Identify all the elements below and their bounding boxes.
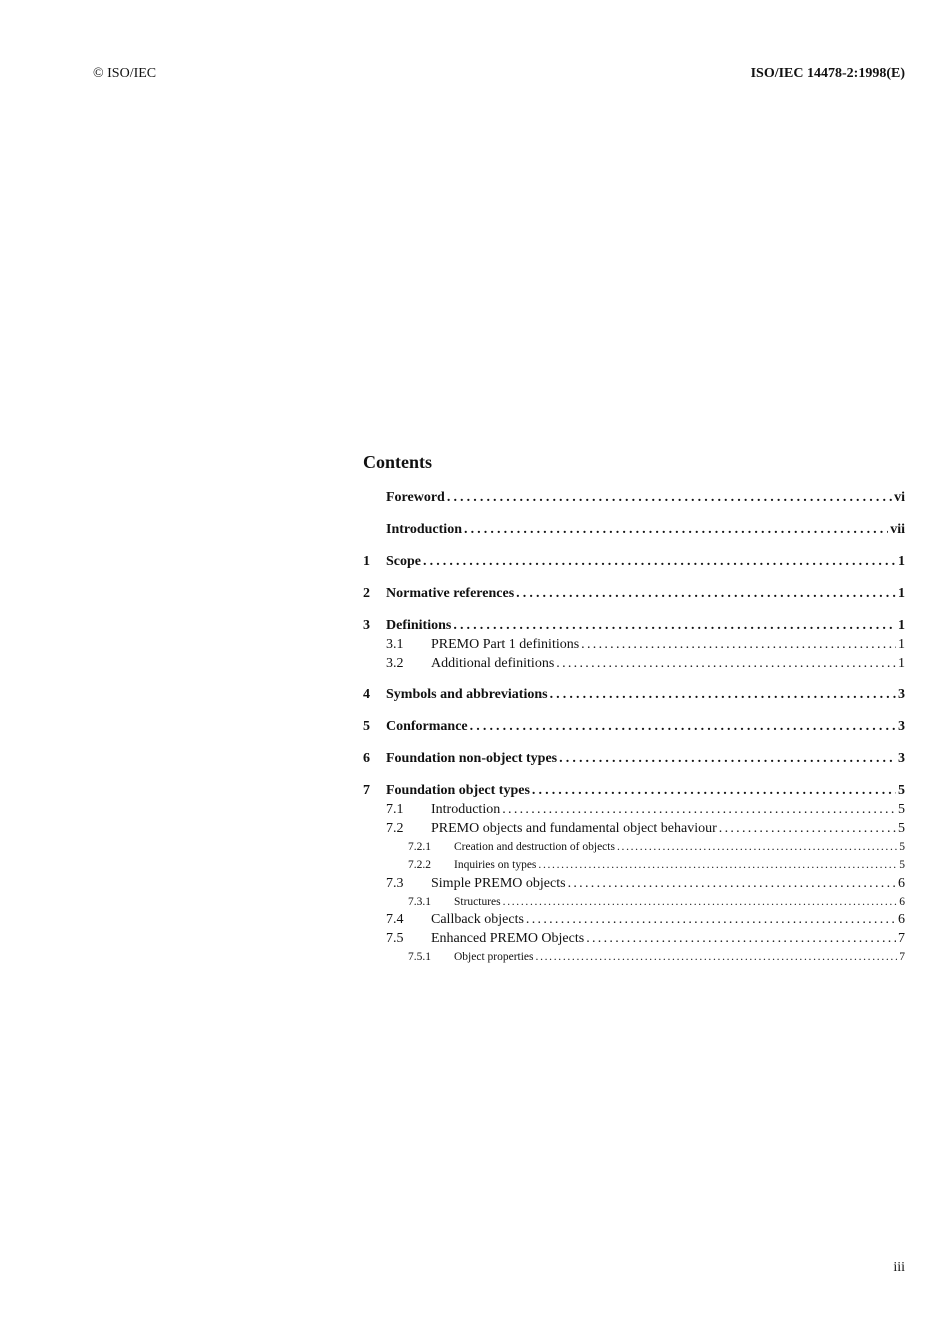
toc-dot-leader — [559, 749, 896, 769]
toc-entry-number: 7.4 — [386, 912, 404, 927]
toc-entry-title: Definitions — [386, 618, 452, 633]
toc-entry-page: 1 — [898, 554, 905, 569]
toc-entry-page: 5 — [898, 783, 905, 798]
toc-dot-leader — [423, 552, 896, 572]
toc-entry-simple-premo-objects[interactable] — [363, 874, 905, 893]
toc-entry-object-properties[interactable] — [363, 948, 905, 966]
toc-entry-title: PREMO objects and fundamental object behaviour — [431, 821, 717, 836]
toc-entry-title: Symbols and abbreviations — [386, 687, 548, 702]
toc-entry-enhanced-premo-objects[interactable] — [363, 929, 905, 948]
toc-entry-title: Additional definitions — [431, 656, 555, 671]
toc-entry-structures[interactable] — [363, 893, 905, 911]
toc-entry-page: 5 — [899, 841, 905, 853]
toc-entry-page: 5 — [898, 802, 905, 817]
toc-entry-page: 7 — [898, 931, 905, 946]
toc-entry-number: 7 — [363, 783, 370, 798]
toc-entry-page: 3 — [898, 719, 905, 734]
toc-entry-title: Enhanced PREMO Objects — [431, 931, 585, 946]
toc-entry-inquiries-on-types[interactable] — [363, 856, 905, 874]
toc-entry-page: 6 — [898, 912, 905, 927]
toc-entry-number: 2 — [363, 586, 370, 601]
toc-entry-title: Conformance — [386, 719, 468, 734]
toc-entry-number: 7.1 — [386, 802, 404, 817]
toc-entry-number: 3.2 — [386, 656, 404, 671]
toc-dot-leader — [536, 948, 898, 966]
toc-entry-page: 7 — [899, 951, 905, 963]
toc-dot-leader — [447, 488, 892, 508]
toc-entry-page: 3 — [898, 751, 905, 766]
toc-entry-page: 6 — [899, 896, 905, 908]
toc-entry-page: vi — [894, 490, 905, 505]
toc-entry-number: 5 — [363, 719, 370, 734]
toc-entry-page: 1 — [898, 586, 905, 601]
toc-entry-title: Foreword — [386, 490, 445, 505]
toc-entry-creation-destruction[interactable] — [363, 838, 905, 856]
toc-dot-leader — [464, 520, 888, 540]
toc-entry-title: Inquiries on types — [454, 859, 537, 871]
toc-dot-leader — [532, 781, 896, 801]
toc-entry-number: 3.1 — [386, 637, 404, 652]
toc-entry-title: Callback objects — [431, 912, 524, 927]
header-document-id: ISO/IEC 14478-2:1998(E) — [750, 66, 905, 81]
toc-entry-number: 7.2 — [386, 821, 404, 836]
toc-entry-page: 1 — [898, 637, 905, 652]
toc-entry-7-1-introduction[interactable] — [363, 800, 905, 819]
toc-dot-leader — [470, 717, 896, 737]
toc-entry-number: 6 — [363, 751, 370, 766]
footer-page-number: iii — [893, 1260, 905, 1275]
toc-entry-title: Structures — [454, 896, 501, 908]
contents-heading: Contents — [363, 452, 433, 472]
toc-dot-leader — [526, 910, 896, 929]
toc-entry-premo-objects-behaviour[interactable] — [363, 819, 905, 838]
toc-entry-number: 3 — [363, 618, 370, 633]
toc-entry-page: 1 — [898, 618, 905, 633]
toc-entry-callback-objects[interactable] — [363, 910, 905, 929]
toc-dot-leader — [719, 819, 896, 838]
toc-entry-title: Creation and destruction of objects — [454, 841, 615, 853]
toc-entry-title: Object properties — [454, 951, 534, 963]
toc-entry-normative-references[interactable] — [363, 584, 905, 604]
toc-entry-title: Introduction — [386, 522, 462, 537]
toc-entry-page: 1 — [898, 656, 905, 671]
toc-entry-number: 7.5.1 — [408, 951, 431, 963]
toc-dot-leader — [516, 584, 896, 604]
toc-entry-foundation-object-types[interactable] — [363, 781, 905, 801]
toc-dot-leader — [453, 616, 896, 636]
toc-entry-foundation-non-object-types[interactable] — [363, 749, 905, 769]
toc-entry-title: Foundation non-object types — [386, 751, 558, 766]
toc-entry-title: Normative references — [386, 586, 515, 601]
toc-entry-title: Simple PREMO objects — [431, 876, 566, 891]
toc-entry-number: 7.2.2 — [408, 859, 431, 871]
toc-entry-page: 6 — [898, 876, 905, 891]
toc-entry-additional-definitions[interactable] — [363, 654, 905, 673]
toc-dot-leader — [550, 685, 896, 705]
toc-entry-page: 5 — [899, 859, 905, 871]
toc-entry-number: 4 — [363, 687, 370, 702]
toc-dot-leader — [568, 874, 896, 893]
toc-entry-page: 3 — [898, 687, 905, 702]
toc-entry-premo-part1-definitions[interactable] — [363, 635, 905, 654]
toc-entry-number: 7.5 — [386, 931, 404, 946]
toc-dot-leader — [556, 654, 896, 673]
toc-dot-leader — [617, 838, 897, 856]
toc-entry-number: 7.3.1 — [408, 896, 431, 908]
toc-dot-leader — [503, 893, 898, 911]
toc-entry-foreword[interactable] — [363, 488, 905, 508]
header-copyright: © ISO/IEC — [93, 66, 157, 81]
toc-entry-number: 7.3 — [386, 876, 404, 891]
toc-entry-title: Scope — [386, 554, 421, 569]
toc-entry-title: PREMO Part 1 definitions — [431, 637, 580, 652]
toc-entry-scope[interactable] — [363, 552, 905, 572]
toc-dot-leader — [502, 800, 896, 819]
toc-entry-page: 5 — [898, 821, 905, 836]
toc-entry-number: 7.2.1 — [408, 841, 431, 853]
toc-entry-page: vii — [890, 522, 905, 537]
toc-entry-definitions[interactable] — [363, 616, 905, 636]
toc-entry-introduction[interactable] — [363, 520, 905, 540]
toc-dot-leader — [586, 929, 896, 948]
toc-entry-title: Introduction — [431, 802, 501, 817]
toc-entry-conformance[interactable] — [363, 717, 905, 737]
toc-dot-leader — [581, 635, 896, 654]
toc-entry-number: 1 — [363, 554, 370, 569]
toc-dot-leader — [538, 856, 897, 874]
toc-entry-symbols-abbreviations[interactable] — [363, 685, 905, 705]
toc-entry-title: Foundation object types — [386, 783, 530, 798]
